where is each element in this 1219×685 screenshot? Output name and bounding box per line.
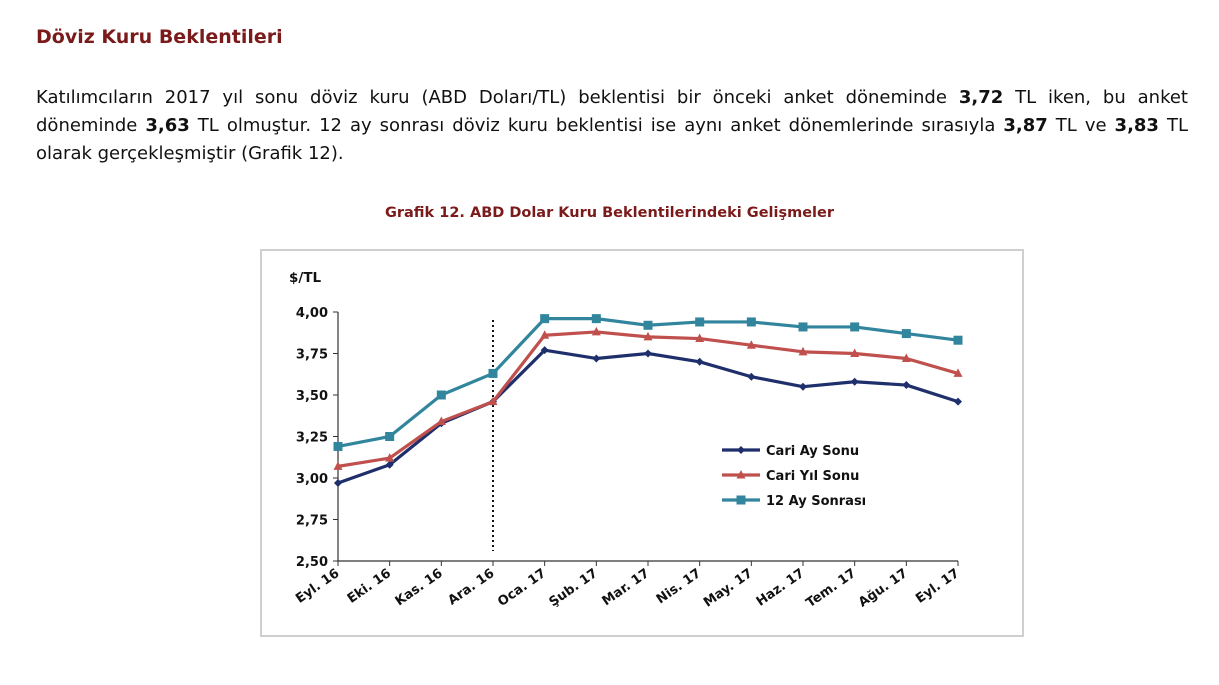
x-tick-label: Ağu. 17 bbox=[855, 565, 911, 611]
x-tick-label: Ara. 16 bbox=[445, 565, 498, 609]
data-point bbox=[799, 322, 808, 331]
y-axis-label: $/TL bbox=[289, 270, 322, 286]
paragraph-value-2: 3,63 bbox=[145, 115, 190, 136]
paragraph-value-4: 3,83 bbox=[1114, 115, 1159, 136]
chart-legend bbox=[722, 444, 866, 509]
data-point bbox=[850, 322, 859, 331]
data-point bbox=[592, 314, 601, 323]
data-point bbox=[902, 381, 910, 389]
data-point bbox=[747, 373, 755, 381]
legend-marker bbox=[737, 496, 746, 505]
data-point bbox=[851, 378, 859, 386]
data-point bbox=[747, 317, 756, 326]
data-point bbox=[644, 350, 652, 358]
x-tick-label: Eyl. 17 bbox=[913, 565, 963, 607]
data-point bbox=[437, 391, 446, 400]
paragraph-text-2: TL iken, bu anket döneminde bbox=[36, 87, 1188, 136]
data-point bbox=[644, 321, 653, 330]
y-tick-label: 3,75 bbox=[295, 347, 328, 363]
legend-label: Cari Ay Sonu bbox=[766, 444, 860, 459]
x-tick-label: May. 17 bbox=[701, 565, 756, 611]
y-tick-label: 3,50 bbox=[295, 389, 328, 404]
x-tick-label: Oca. 17 bbox=[495, 565, 549, 610]
chart-title: Grafik 12. ABD Dolar Kuru Beklentilerindeki Gelişmeler bbox=[384, 205, 835, 221]
data-point bbox=[954, 336, 963, 345]
paragraph-text-3: TL olmuştur. 12 ay sonrası döviz kuru beklentisi ise aynı anket dönemlerinde sırasıyla bbox=[189, 115, 1004, 136]
y-tick-label: 2,50 bbox=[295, 555, 328, 570]
paragraph-value-3: 3,87 bbox=[1003, 115, 1048, 136]
x-tick-label: Kas. 16 bbox=[392, 565, 446, 610]
data-point bbox=[695, 317, 704, 326]
data-point bbox=[954, 398, 962, 406]
legend-label: 12 Ay Sonrası bbox=[766, 494, 867, 509]
data-point bbox=[592, 354, 600, 362]
series-line bbox=[338, 350, 958, 483]
data-point bbox=[385, 432, 394, 441]
y-tick-label: 3,00 bbox=[295, 472, 328, 487]
data-point bbox=[902, 329, 911, 338]
series-2 bbox=[334, 327, 963, 470]
data-point bbox=[489, 369, 498, 378]
x-tick-label: Eyl. 16 bbox=[293, 565, 343, 607]
paragraph-value-1: 3,72 bbox=[958, 87, 1004, 108]
x-tick-label: Tem. 17 bbox=[803, 565, 859, 612]
paragraph-text-5: TL olarak gerçekleşmiştir (Grafik 12). bbox=[36, 115, 1188, 164]
legend-label: Cari Yıl Sonu bbox=[766, 469, 860, 484]
series-1 bbox=[334, 346, 962, 487]
x-tick-label: Şub. 17 bbox=[546, 565, 601, 611]
data-point bbox=[540, 314, 549, 323]
paragraph-text-1: Katılımcıların 2017 yıl sonu döviz kuru (ABD Doları/TL) beklentisi bir önceki anket döneminde bbox=[36, 87, 959, 108]
data-point bbox=[334, 442, 343, 451]
x-tick-label: Nis. 17 bbox=[653, 565, 704, 608]
paragraph-text-4: TL ve bbox=[1047, 115, 1115, 136]
x-tick-label: Mar. 17 bbox=[599, 565, 653, 610]
x-tick-label: Haz. 17 bbox=[753, 565, 808, 610]
y-tick-label: 2,75 bbox=[295, 513, 328, 529]
data-point bbox=[334, 479, 342, 487]
y-tick-label: 3,25 bbox=[295, 430, 328, 446]
y-tick-label: 4,00 bbox=[295, 306, 328, 321]
section-heading: Döviz Kuru Beklentileri bbox=[36, 26, 283, 48]
data-point bbox=[696, 358, 704, 366]
x-tick-label: Eki. 16 bbox=[344, 565, 394, 607]
data-point bbox=[799, 383, 807, 391]
legend-marker bbox=[737, 446, 745, 454]
